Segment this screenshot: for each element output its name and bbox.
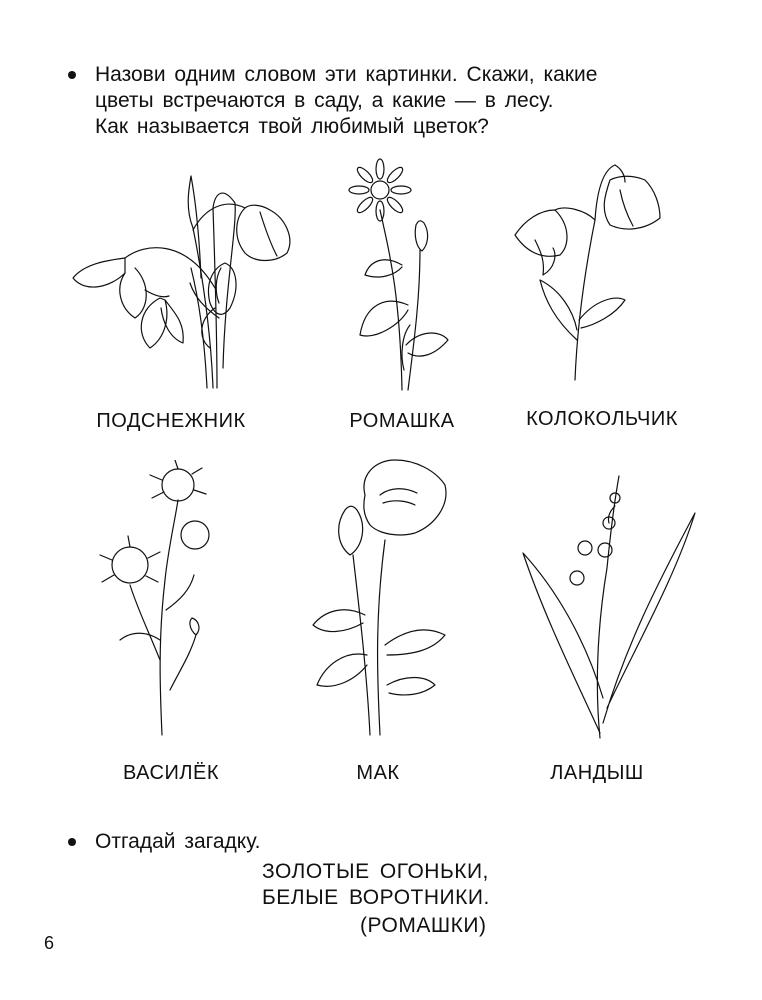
task-line: цветы встречаются в саду, а какие — в лесу. [95,89,554,112]
riddle-line: ЗОЛОТЫЕ ОГОНЬКИ, [262,860,489,883]
flower-label: ВАСИЛЁК [122,762,220,784]
riddle-answer: (РОМАШКИ) [360,914,487,937]
flower-label: ПОДСНЕЖНИК [96,410,246,432]
flower-label: КОЛОКОЛЬЧИК [526,408,678,430]
poppy-icon [305,455,455,740]
bullet-icon [68,838,76,846]
flower-label: РОМАШКА [349,410,455,432]
bullet-icon [68,71,76,79]
task-line: Как называется твой любимый цветок? [95,115,489,138]
bellflower-icon [505,160,670,385]
daisy-icon [330,155,460,395]
riddle-prompt: Отгадай загадку. [95,830,261,853]
snowdrop-icon [65,168,300,393]
lily-of-the-valley-icon [515,468,700,743]
cornflower-icon [90,460,225,740]
flower-label: МАК [356,762,400,784]
flower-label: ЛАНДЫШ [550,762,644,784]
task-line: Назови одним словом эти картинки. Скажи, какие [95,63,598,86]
riddle-line: БЕЛЫЕ ВОРОТНИКИ. [262,886,490,909]
page-number: 6 [44,933,55,953]
task-instructions [95,62,695,140]
